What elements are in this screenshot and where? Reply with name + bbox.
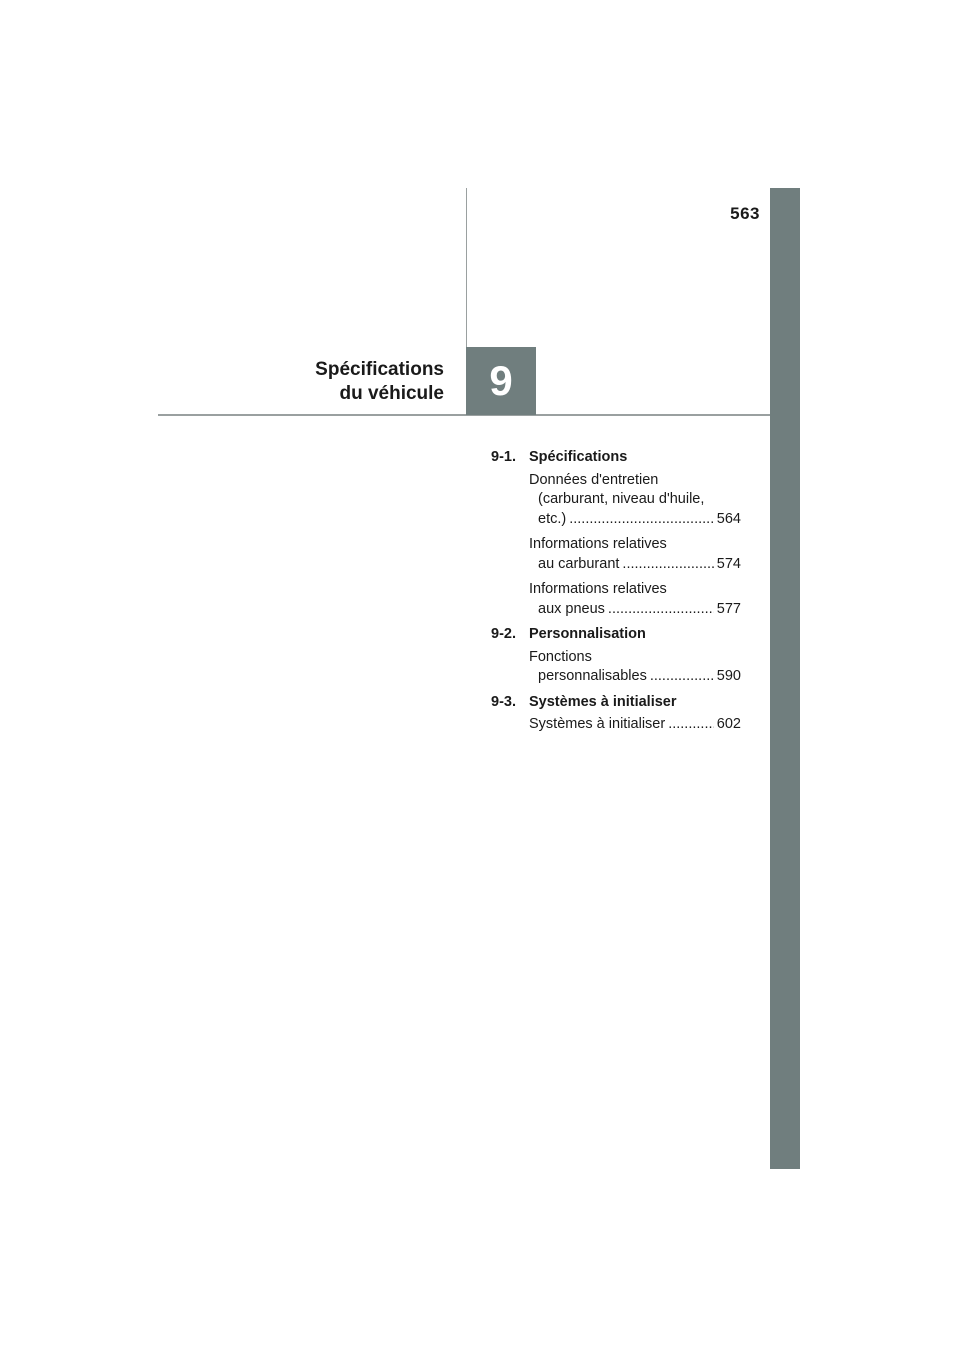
- toc-section-heading[interactable]: [491, 693, 741, 713]
- toc-section-number: 9-1.: [491, 449, 516, 465]
- toc-section-number: 9-3.: [491, 693, 516, 710]
- toc-section: [491, 693, 741, 735]
- dot-leader: [569, 510, 714, 530]
- toc-entry[interactable]: [529, 580, 741, 619]
- toc-entry[interactable]: [529, 648, 741, 687]
- toc-entry-text: aux pneus: [538, 600, 605, 617]
- horizontal-divider: [158, 414, 770, 416]
- toc-entry[interactable]: [529, 535, 741, 574]
- toc-entry-text: au carburant: [538, 555, 620, 572]
- toc-section: [491, 625, 741, 687]
- toc-page-number: 577: [716, 600, 741, 617]
- toc-entry-line: Informations relatives: [529, 581, 667, 597]
- toc-section-number: 9-2.: [491, 626, 516, 642]
- vertical-divider: [466, 188, 467, 348]
- toc-section-title: Spécifications: [529, 449, 628, 465]
- toc-section-heading[interactable]: [491, 448, 741, 468]
- toc-entry-line: Informations relatives: [529, 536, 667, 552]
- toc-entry-text: etc.): [538, 510, 567, 527]
- chapter-title: [315, 358, 444, 406]
- toc-entry-line: (carburant, niveau d'huile,: [538, 491, 705, 507]
- toc-page-number: 564: [716, 510, 741, 527]
- dot-leader: [650, 667, 714, 687]
- toc-entry-line: Données d'entretien: [529, 471, 659, 488]
- toc-entry-text: Systèmes à initialiser: [529, 716, 666, 732]
- dot-leader: [608, 600, 714, 620]
- dot-leader: [668, 715, 714, 735]
- side-tab-bar: [770, 188, 800, 1169]
- dot-leader: [622, 555, 713, 575]
- toc-entry-text: personnalisables: [538, 668, 647, 684]
- table-of-contents: [491, 448, 741, 741]
- toc-section: [491, 448, 741, 619]
- toc-page-number: 590: [716, 668, 741, 684]
- toc-section-heading[interactable]: [491, 625, 741, 645]
- toc-page-number: 574: [716, 555, 741, 572]
- toc-entry[interactable]: [529, 471, 741, 530]
- toc-section-title: Personnalisation: [529, 626, 646, 642]
- toc-section-title: Systèmes à initialiser: [529, 693, 677, 710]
- toc-entry-line: Fonctions: [529, 648, 592, 665]
- chapter-number-box: 9: [466, 347, 536, 415]
- toc-page-number: 602: [716, 716, 741, 732]
- page-number: 563: [730, 204, 760, 223]
- chapter-title-line1: Spécifications: [315, 359, 444, 380]
- toc-entry[interactable]: [529, 715, 741, 735]
- chapter-title-line2: du véhicule: [339, 383, 444, 404]
